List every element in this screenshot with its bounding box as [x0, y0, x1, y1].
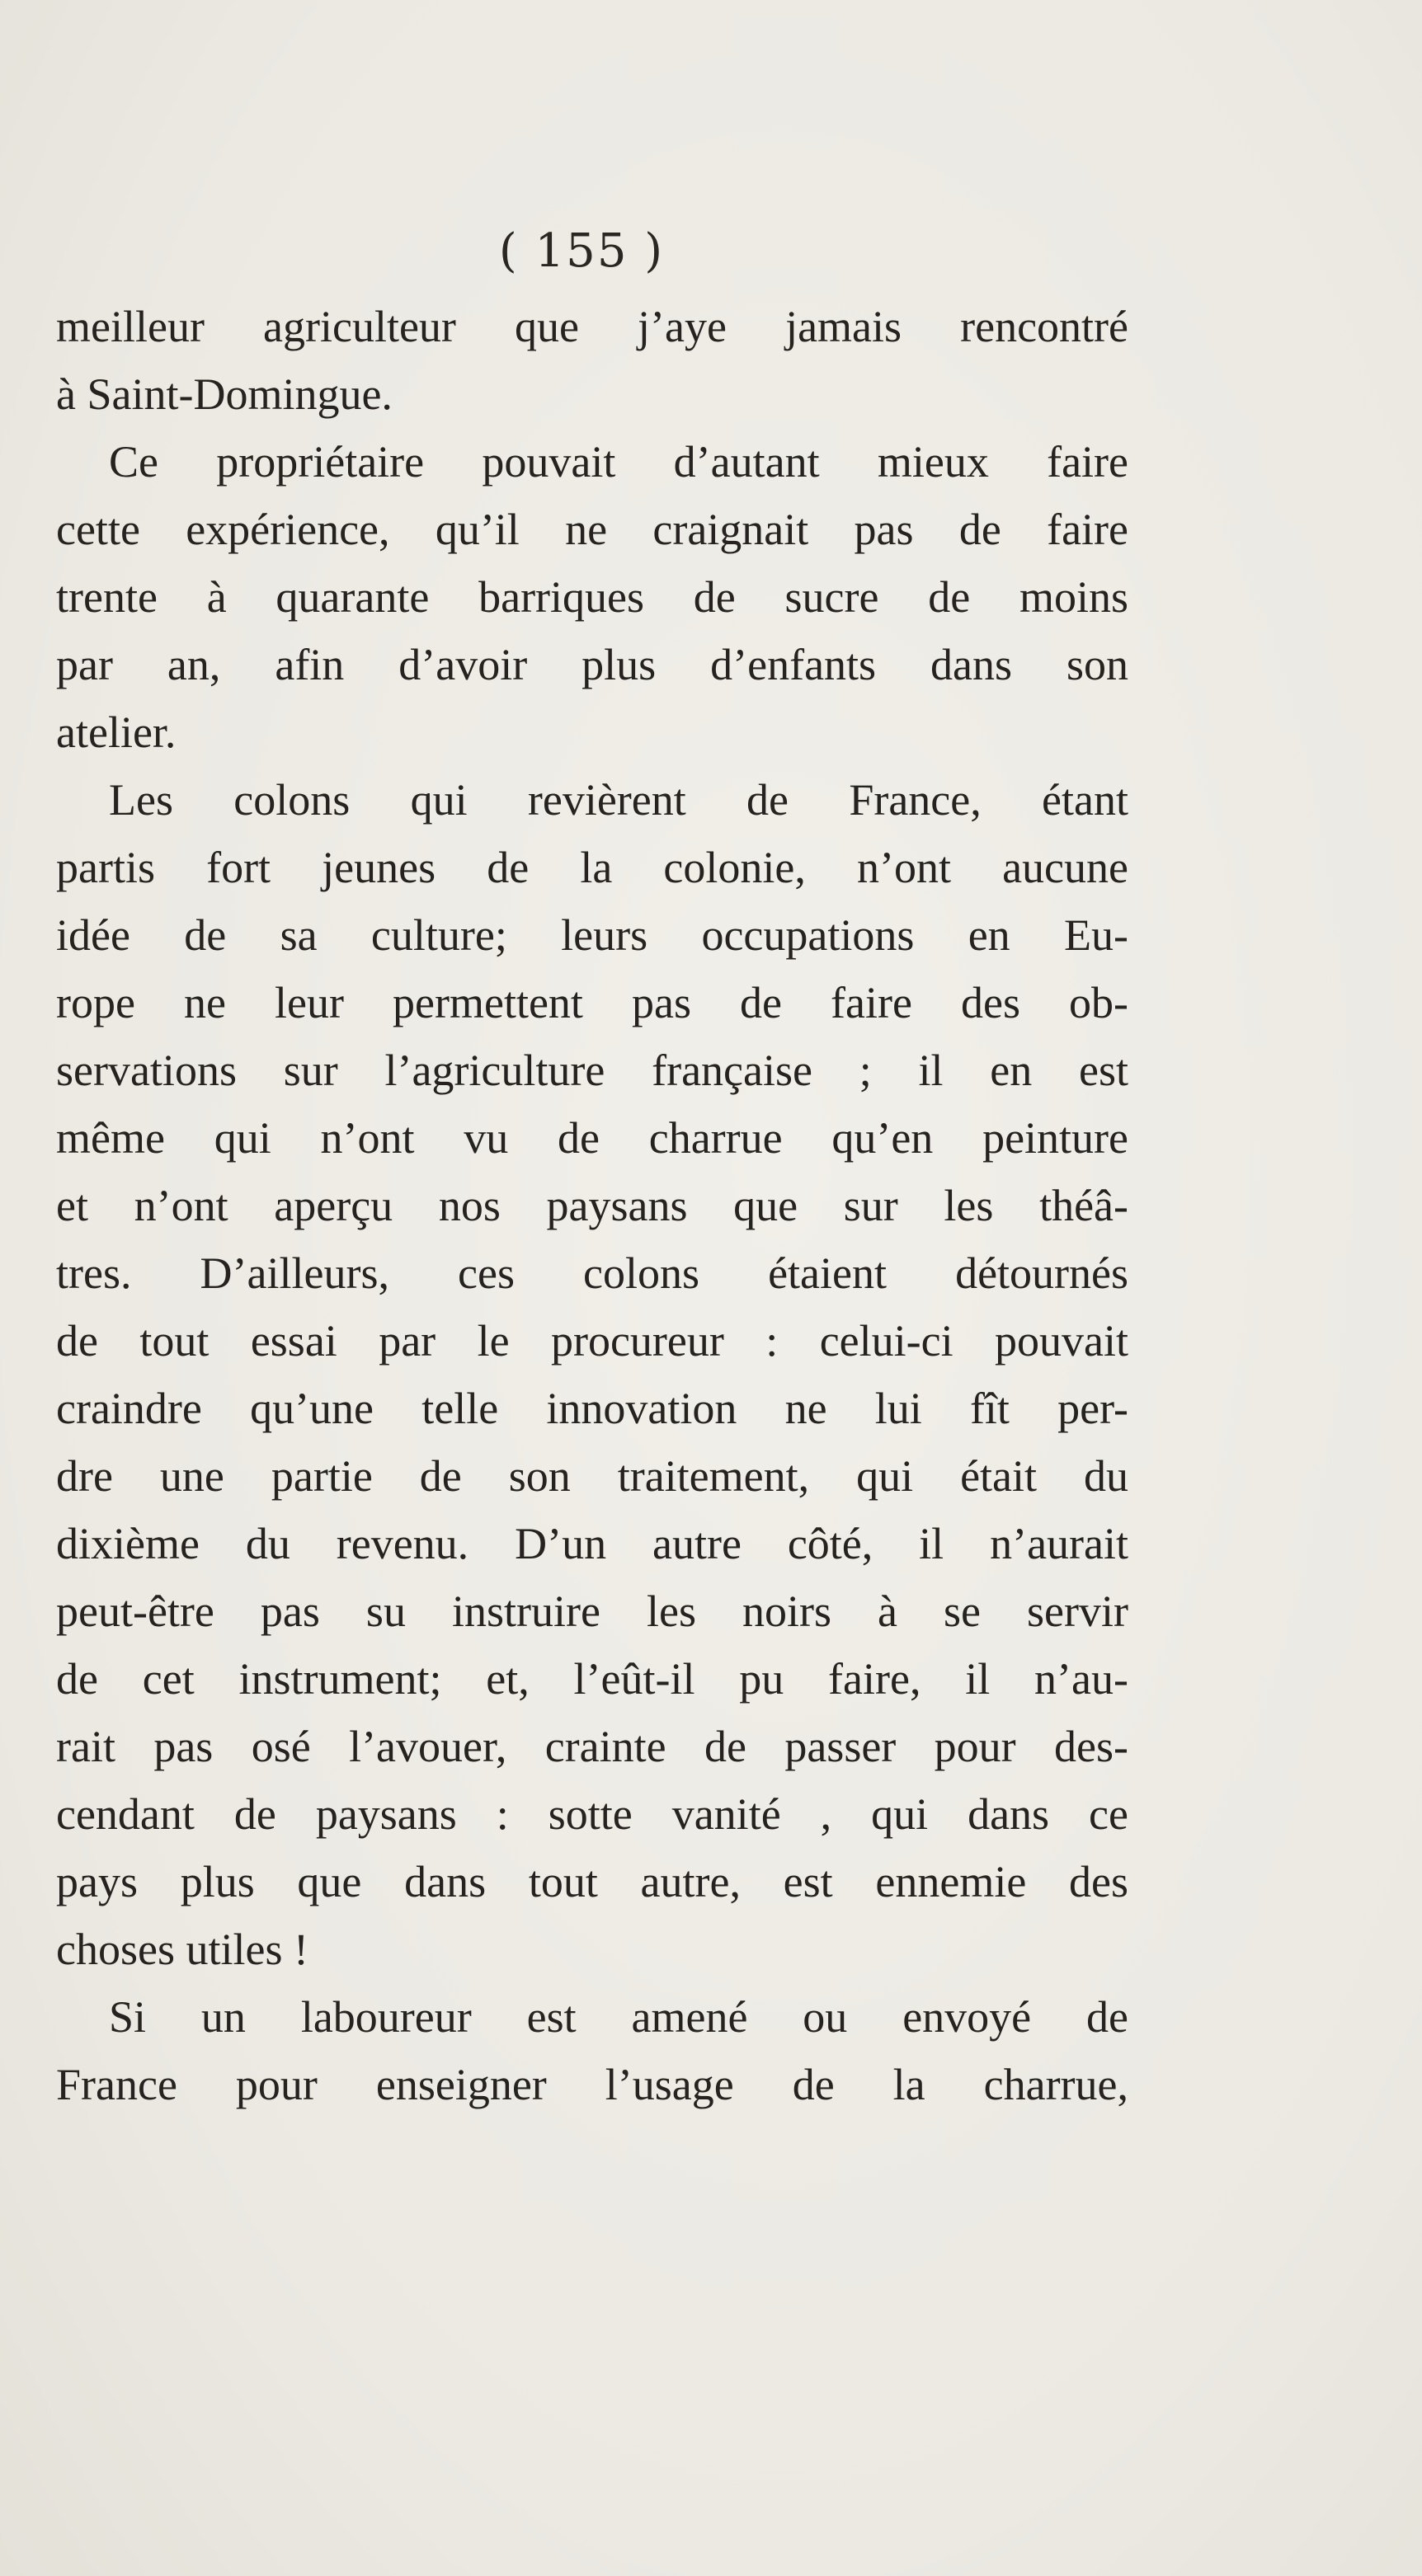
text-line: Les colons qui revièrent de France, étant: [109, 775, 1128, 825]
text-line: partis fort jeunes de la colonie, n’ont aucune: [56, 843, 1128, 892]
text-line: servations sur l’agriculture française ; il en est: [56, 1046, 1128, 1095]
text-line: dixième du revenu. D’un autre côté, il n’aurait: [56, 1519, 1128, 1568]
text-line: peut-être pas su instruire les noirs à se servir: [56, 1586, 1128, 1636]
text-line: dre une partie de son traitement, qui était du: [56, 1451, 1128, 1501]
text-line: cendant de paysans : sotte vanité , qui dans ce: [56, 1789, 1128, 1839]
text-line: idée de sa culture; leurs occupations en Eu-: [56, 910, 1128, 960]
text-line: cette expérience, qu’il ne craignait pas de faire: [56, 505, 1128, 554]
text-line: Ce propriétaire pouvait d’autant mieux faire: [109, 437, 1128, 487]
text-line: rait pas osé l’avouer, crainte de passer pour des-: [56, 1722, 1128, 1771]
text-line: par an, afin d’avoir plus d’enfants dans son: [56, 640, 1128, 689]
text-line: meilleur agriculteur que j’aye jamais rencontré: [56, 302, 1128, 351]
text-line: atelier.: [56, 707, 177, 757]
text-line: rope ne leur permettent pas de faire des ob-: [56, 978, 1128, 1027]
body-text: [56, 293, 1128, 2118]
text-line: trente à quarante barriques de sucre de moins: [56, 572, 1128, 622]
text-line: à Saint-Domingue.: [56, 369, 393, 419]
page-number: ( 155 ): [498, 224, 665, 278]
text-line: Si un laboureur est amené ou envoyé de: [109, 1992, 1128, 2042]
text-line: tres. D’ailleurs, ces colons étaient détournés: [56, 1248, 1128, 1298]
text-line: de cet instrument; et, l’eût-il pu faire, il n’au-: [56, 1654, 1128, 1704]
text-line: craindre qu’une telle innovation ne lui fît per-: [56, 1384, 1128, 1433]
text-line: de tout essai par le procureur : celui-ci pouvait: [56, 1316, 1128, 1366]
text-line: choses utiles !: [56, 1925, 308, 1974]
text-line: même qui n’ont vu de charrue qu’en peinture: [56, 1113, 1128, 1163]
text-line: France pour enseigner l’usage de la charrue,: [56, 2060, 1128, 2109]
text-line: pays plus que dans tout autre, est ennemie des: [56, 1857, 1128, 1906]
text-line: et n’ont aperçu nos paysans que sur les théâ-: [56, 1181, 1128, 1230]
